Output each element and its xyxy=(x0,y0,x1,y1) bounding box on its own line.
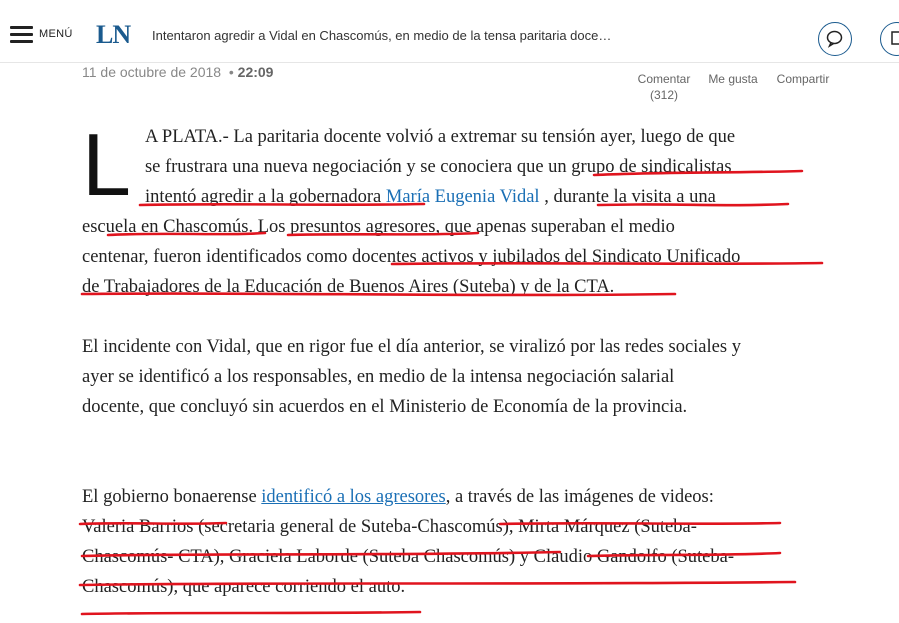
text-line: escuela en Chascomús. Los presuntos agresores, que apenas superaban el medio xyxy=(82,217,675,237)
article-body xyxy=(82,115,842,602)
text-line: docente, que concluyó sin acuerdos en el Ministerio de Economía de la provincia. xyxy=(82,397,688,417)
text-line: Chascomús), que aparece corriendo el auto. xyxy=(82,577,406,597)
paragraph-2 xyxy=(82,332,842,422)
like-label: Me gusta xyxy=(708,72,758,86)
link-identifico-agresores[interactable]: identificó a los agresores xyxy=(261,487,446,507)
menu-label[interactable]: MENÚ xyxy=(39,28,73,40)
hamburger-icon-line xyxy=(10,40,33,43)
text-fragment: intentó agredir a la gobernadora xyxy=(144,187,386,207)
text-fragment: , durante la visita a una xyxy=(539,187,716,207)
article-date: 11 de octubre de 2018 xyxy=(82,64,222,80)
share-action[interactable] xyxy=(774,71,832,87)
hamburger-icon-line xyxy=(10,33,33,36)
article-dateline xyxy=(82,64,273,80)
red-underline xyxy=(82,612,420,614)
text-line: A PLATA.- La paritaria docente volvió a extremar su tensión ayer, luego de que xyxy=(144,127,736,147)
text-line xyxy=(82,482,842,512)
text-fragment: El gobierno bonaerense xyxy=(82,487,262,507)
text-fragment: , a través de las imágenes de videos: xyxy=(445,487,714,507)
dot-separator: • xyxy=(224,64,238,80)
like-action[interactable] xyxy=(704,71,762,87)
bookmark-circle-button[interactable] xyxy=(880,22,899,56)
site-logo[interactable]: LN xyxy=(96,20,131,49)
comment-label: Comentar xyxy=(637,72,691,86)
book-icon xyxy=(881,23,899,54)
comment-action[interactable] xyxy=(636,71,692,103)
text-line: centenar, fueron identificados como docentes activos y jubilados del Sindicato Unificado xyxy=(82,247,741,267)
text-line: ayer se identificó a los responsables, en medio de la intensa negociación salarial xyxy=(82,367,675,387)
comment-count: (312) xyxy=(649,88,678,102)
text-line: Valeria Barrios (secretaria general de Suteba-Chascomús), Mirta Márquez (Suteba- xyxy=(82,517,697,537)
chat-bubble-icon xyxy=(819,23,850,54)
link-maria-eugenia-vidal[interactable]: María Eugenia Vidal xyxy=(385,187,540,207)
text-line: se frustrara una nueva negociación y se conociera que un grupo de sindicalistas xyxy=(144,157,732,177)
text-line: Chascomús- CTA), Graciela Laborde (Suteba Chascomús) y Claudio Gandolfo (Suteba- xyxy=(82,547,735,567)
text-line: de Trabajadores de la Educación de Buenos Aires (Suteba) y de la CTA. xyxy=(82,277,615,297)
paragraph-3 xyxy=(82,482,842,602)
article-time: 22:09 xyxy=(237,64,274,80)
page-headline: Intentaron agredir a Vidal en Chascomús, en medio de la tensa paritaria doce… xyxy=(152,28,612,43)
drop-cap: L xyxy=(82,115,131,214)
text-line: El incidente con Vidal, que en rigor fue el día anterior, se viralizó por las redes sociales y xyxy=(82,337,741,357)
share-label: Compartir xyxy=(776,72,830,86)
top-bar xyxy=(0,0,899,63)
comment-circle-button[interactable] xyxy=(818,22,852,56)
paragraph-1 xyxy=(82,115,842,302)
text-line xyxy=(82,182,842,212)
hamburger-icon xyxy=(10,26,33,29)
